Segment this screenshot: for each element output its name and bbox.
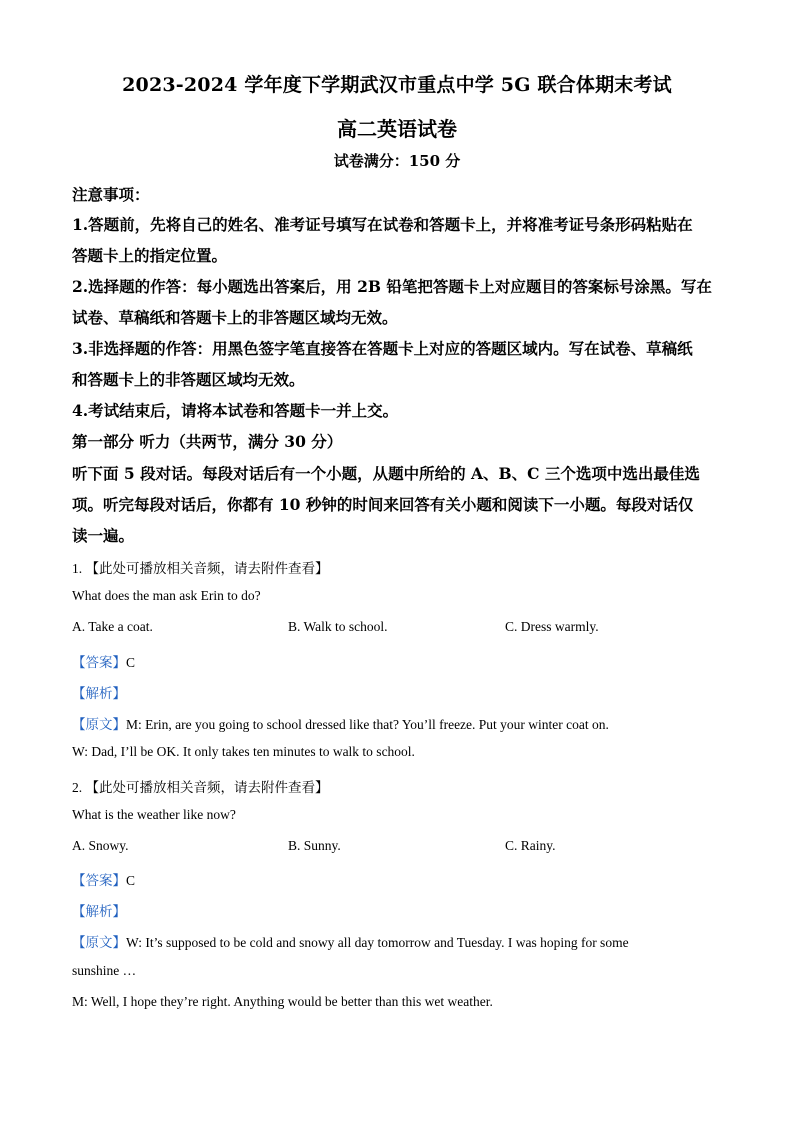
q2-option-a: A. Snowy. <box>72 838 129 853</box>
q1-audio-link[interactable]: 1. 【此处可播放相关音频，请去附件查看】 <box>72 561 329 576</box>
q1-answer-row <box>72 651 732 671</box>
exam-title: 2023-2024 学年度下学期武汉市重点中学 5G 联合体期末考试 <box>122 74 672 96</box>
note-4: 4.考试结束后，请将本试卷和答题卡一并上交。 <box>72 401 399 420</box>
exam-score: 试卷满分：150 分 <box>333 152 461 170</box>
q1-answer-value: C <box>126 655 136 670</box>
original-label: 【原文】 <box>72 935 126 950</box>
q1-option-a: A. Take a coat. <box>72 619 153 634</box>
q2-option-c: C. Rainy. <box>505 838 556 853</box>
q2-original-line-3: M: Well, I hope they’re right. Anything would be better than this wet weather. <box>72 994 493 1009</box>
q1-original-line-1 <box>72 713 732 733</box>
q1-analysis-row <box>72 682 732 702</box>
q1-original-line-2: W: Dad, I’ll be OK. It only takes ten minutes to walk to school. <box>72 744 415 759</box>
original-label: 【原文】 <box>72 717 126 732</box>
q2-analysis-row <box>72 900 732 920</box>
note-3-line-1: 3.非选择题的作答：用黑色签字笔直接答在答题卡上对应的答题区域内。写在试卷、草稿纸 <box>72 339 693 358</box>
section-heading: 第一部分 听力（共两节，满分 30 分） <box>72 432 343 451</box>
q1-option-b: B. Walk to school. <box>288 619 388 634</box>
q2-option-b: B. Sunny. <box>288 838 341 853</box>
q2-question: What is the weather like now? <box>72 807 236 822</box>
analysis-label: 【解析】 <box>72 904 126 919</box>
q2-original-line-2: sunshine … <box>72 963 137 978</box>
q1-question: What does the man ask Erin to do? <box>72 588 261 603</box>
section-instructions-line-3: 读一遍。 <box>72 526 135 545</box>
q1-option-c: C. Dress warmly. <box>505 619 599 634</box>
q2-answer-value: C <box>126 873 136 888</box>
answer-label: 【答案】 <box>72 655 126 670</box>
section-instructions-line-1: 听下面 5 段对话。每段对话后有一个小题，从题中所给的 A、B、C 三个选项中选出最佳选 <box>72 464 700 483</box>
note-2-line-1: 2.选择题的作答：每小题选出答案后，用 2B 铅笔把答题卡上对应题目的答案标号涂黑。写在 <box>72 277 712 296</box>
note-2-line-2: 试卷、草稿纸和答题卡上的非答题区域均无效。 <box>72 308 398 327</box>
notes-heading: 注意事项： <box>72 185 150 204</box>
note-1-line-2: 答题卡上的指定位置。 <box>72 246 228 265</box>
q2-audio-link[interactable]: 2. 【此处可播放相关音频，请去附件查看】 <box>72 780 329 795</box>
note-3-line-2: 和答题卡上的非答题区域均无效。 <box>72 370 305 389</box>
note-1-line-1: 1.答题前，先将自己的姓名、准考证号填写在试卷和答题卡上，并将准考证号条形码粘贴在 <box>72 215 693 234</box>
q2-original-text-1: W: It’s supposed to be cold and snowy all day tomorrow and Tuesday. I was hoping for some <box>126 935 629 950</box>
analysis-label: 【解析】 <box>72 686 126 701</box>
exam-subtitle: 高二英语试卷 <box>337 117 457 141</box>
q2-original-line-1 <box>72 931 732 951</box>
q2-answer-row <box>72 869 732 889</box>
q1-original-text-1: M: Erin, are you going to school dressed like that? You’ll freeze. Put your winter coat on. <box>126 717 609 732</box>
section-instructions-line-2: 项。听完每段对话后，你都有 10 秒钟的时间来回答有关小题和阅读下一小题。每段对话仅 <box>72 495 694 514</box>
answer-label: 【答案】 <box>72 873 126 888</box>
